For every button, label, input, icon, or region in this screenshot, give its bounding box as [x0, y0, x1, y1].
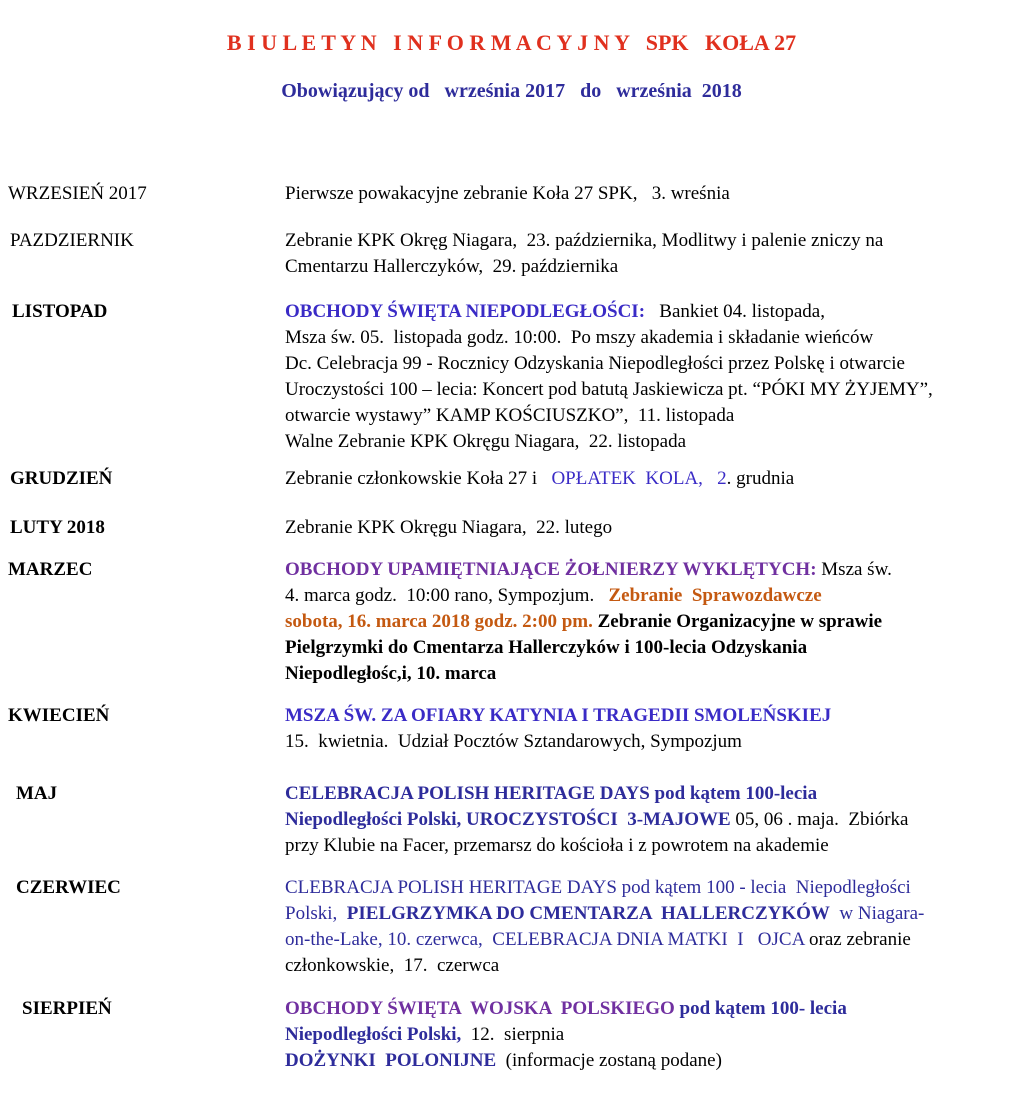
- event-text-segment: Zebranie KPK Okręgu Niagara, 22. lutego: [285, 517, 613, 538]
- month-label: KWIECIEŃ: [8, 705, 110, 726]
- event-text-segment: oraz zebranie: [809, 929, 911, 950]
- schedule-row: [0, 875, 1023, 979]
- event-line: [285, 703, 1023, 729]
- event-text-segment: Niepodległości Polski, UROCZYSTOŚCI 3-MAJOWE: [285, 809, 731, 830]
- event-text-segment: DOŻYNKI POLONIJNE: [285, 1050, 497, 1071]
- event-text-segment: OPŁATEK KOLA, 2: [551, 468, 727, 489]
- event-line: [285, 228, 1023, 254]
- event-text-segment: Niepodległośc,i, 10. marca: [285, 663, 497, 684]
- event-text-segment: CLEBRACJA POLISH HERITAGE DAYS pod kątem 100 - lecia Niepodległości: [285, 877, 911, 898]
- month-label: WRZESIEŃ 2017: [8, 183, 147, 204]
- event-line: [285, 875, 1023, 901]
- month-events: [285, 466, 1023, 492]
- event-text-segment: sobota, 16. marca 2018 godz. 2:00 pm.: [285, 611, 593, 632]
- month-events: [285, 515, 1023, 541]
- event-text-segment: OBCHODY UPAMIĘTNIAJĄCE ŻOŁNIERZY WYKLĘTYCH:: [285, 559, 817, 580]
- event-text-segment: 4. marca godz. 10:00 rano, Sympozjum.: [285, 585, 609, 606]
- month-label: LUTY 2018: [10, 517, 105, 538]
- bulletin-title: B I U L E T Y N I N F O R M A C Y J N Y SPK KOŁA 27: [226, 30, 797, 55]
- event-text-segment: Niepodległości Polski,: [285, 1024, 462, 1045]
- event-text-segment: członkowskie, 17. czerwca: [285, 955, 500, 976]
- schedule-row: [0, 228, 1023, 280]
- event-line: [285, 833, 1023, 859]
- event-text-segment: . grudnia: [726, 468, 795, 489]
- event-text-segment: Zebranie KPK Okręg Niagara, 23. października, Modlitwy i palenie zniczy na: [285, 230, 884, 251]
- event-line: [285, 661, 1023, 687]
- month-label: PAZDZIERNIK: [10, 230, 134, 251]
- event-text-segment: 05, 06 . maja. Zbiórka: [730, 809, 909, 830]
- event-line: [285, 635, 1023, 661]
- month-label: MARZEC: [8, 559, 93, 580]
- event-line: [285, 403, 1023, 429]
- month-events: [285, 996, 1023, 1074]
- event-line: [285, 1048, 1023, 1074]
- event-line: [285, 377, 1023, 403]
- event-text-segment: 12. sierpnia: [461, 1024, 565, 1045]
- schedule-row: [0, 781, 1023, 859]
- month-events: [285, 299, 1023, 455]
- event-text-segment: (informacje zostaną podane): [496, 1050, 722, 1071]
- event-line: [285, 325, 1023, 351]
- event-text-segment: Walne Zebranie KPK Okręgu Niagara, 22. listopada: [285, 431, 687, 452]
- month-events: [285, 181, 1023, 207]
- event-line: [285, 901, 1023, 927]
- event-line: [285, 996, 1023, 1022]
- month-events: [285, 703, 1023, 755]
- event-text-segment: on-the-Lake, 10. czerwca, CELEBRACJA DNIA MATKI I OJCA: [285, 929, 809, 950]
- schedule-row: [0, 181, 1023, 207]
- month-events: [285, 228, 1023, 280]
- event-text-segment: OBCHODY ŚWIĘTA NIEPODLEGŁOŚCI:: [285, 301, 646, 322]
- event-line: [285, 299, 1023, 325]
- month-label: LISTOPAD: [12, 301, 108, 322]
- schedule-row: [0, 466, 1023, 492]
- event-line: [285, 583, 1023, 609]
- event-text-segment: Bankiet 04. listopada,: [645, 301, 825, 322]
- event-line: [285, 351, 1023, 377]
- event-text-segment: Pierwsze powakacyjne zebranie Koła 27 SPK, 3. wreśnia: [285, 183, 730, 204]
- event-line: [285, 466, 1023, 492]
- month-label: CZERWIEC: [16, 877, 121, 898]
- event-line: [285, 927, 1023, 953]
- schedule-row: [0, 515, 1023, 541]
- event-text-segment: 15. kwietnia. Udział Pocztów Sztandarowych, Sympozjum: [285, 731, 742, 752]
- schedule-row: [0, 703, 1023, 755]
- event-line: [285, 1022, 1023, 1048]
- month-label: SIERPIEŃ: [22, 998, 112, 1019]
- event-text-segment: pod kątem 100- lecia: [674, 998, 847, 1019]
- month-label: GRUDZIEŃ: [10, 468, 113, 489]
- event-text-segment: CELEBRACJA POLISH HERITAGE DAYS pod kątem 100-lecia: [285, 783, 818, 804]
- schedule-row: [0, 299, 1023, 455]
- event-line: [285, 807, 1023, 833]
- event-line: [285, 557, 1023, 583]
- event-text-segment: Polski,: [285, 903, 347, 924]
- event-line: [285, 609, 1023, 635]
- month-label: MAJ: [16, 783, 58, 804]
- event-text-segment: Msza św.: [816, 559, 892, 580]
- event-line: [285, 953, 1023, 979]
- event-text-segment: Zebranie Organizacyjne w sprawie: [592, 611, 883, 632]
- month-events: [285, 875, 1023, 979]
- event-line: [285, 515, 1023, 541]
- month-events: [285, 557, 1023, 687]
- event-text-segment: Zebranie Sprawozdawcze: [608, 585, 822, 606]
- event-text-segment: Dc. Celebracja 99 - Rocznicy Odzyskania Niepodległości przez Polskę i otwarcie: [285, 353, 905, 374]
- event-text-segment: w Niagara-: [829, 903, 925, 924]
- event-text-segment: Uroczystości 100 – lecia: Koncert pod batutą Jaskiewicza pt. “PÓKI MY ŻYJEMY”,: [285, 379, 933, 400]
- event-line: [285, 729, 1023, 755]
- schedule-sections: [0, 181, 1023, 1074]
- schedule-row: [0, 996, 1023, 1074]
- event-text-segment: przy Klubie na Facer, przemarsz do kościoła i z powrotem na akademie: [285, 835, 829, 856]
- event-text-segment: Cmentarzu Hallerczyków, 29. października: [285, 256, 619, 277]
- bulletin-subtitle: Obowiązujący od września 2017 do września 2018: [281, 80, 742, 102]
- event-text-segment: Zebranie członkowskie Koła 27 i: [285, 468, 552, 489]
- event-text-segment: Msza św. 05. listopada godz. 10:00. Po mszy akademia i składanie wieńców: [285, 327, 874, 348]
- event-text-segment: OBCHODY ŚWIĘTA WOJSKA POLSKIEGO: [285, 998, 675, 1019]
- event-line: [285, 781, 1023, 807]
- event-line: [285, 181, 1023, 207]
- event-text-segment: PIELGRZYMKA DO CMENTARZA HALLERCZYKÓW: [346, 903, 830, 924]
- event-text-segment: MSZA ŚW. ZA OFIARY KATYNIA I TRAGEDII SMOLEŃSKIEJ: [285, 705, 832, 726]
- month-events: [285, 781, 1023, 859]
- event-text-segment: Pielgrzymki do Cmentarza Hallerczyków i 100-lecia Odzyskania: [285, 637, 808, 658]
- event-line: [285, 429, 1023, 455]
- schedule-row: [0, 557, 1023, 687]
- event-text-segment: otwarcie wystawy” KAMP KOŚCIUSZKO”, 11. listopada: [285, 405, 735, 426]
- event-line: [285, 254, 1023, 280]
